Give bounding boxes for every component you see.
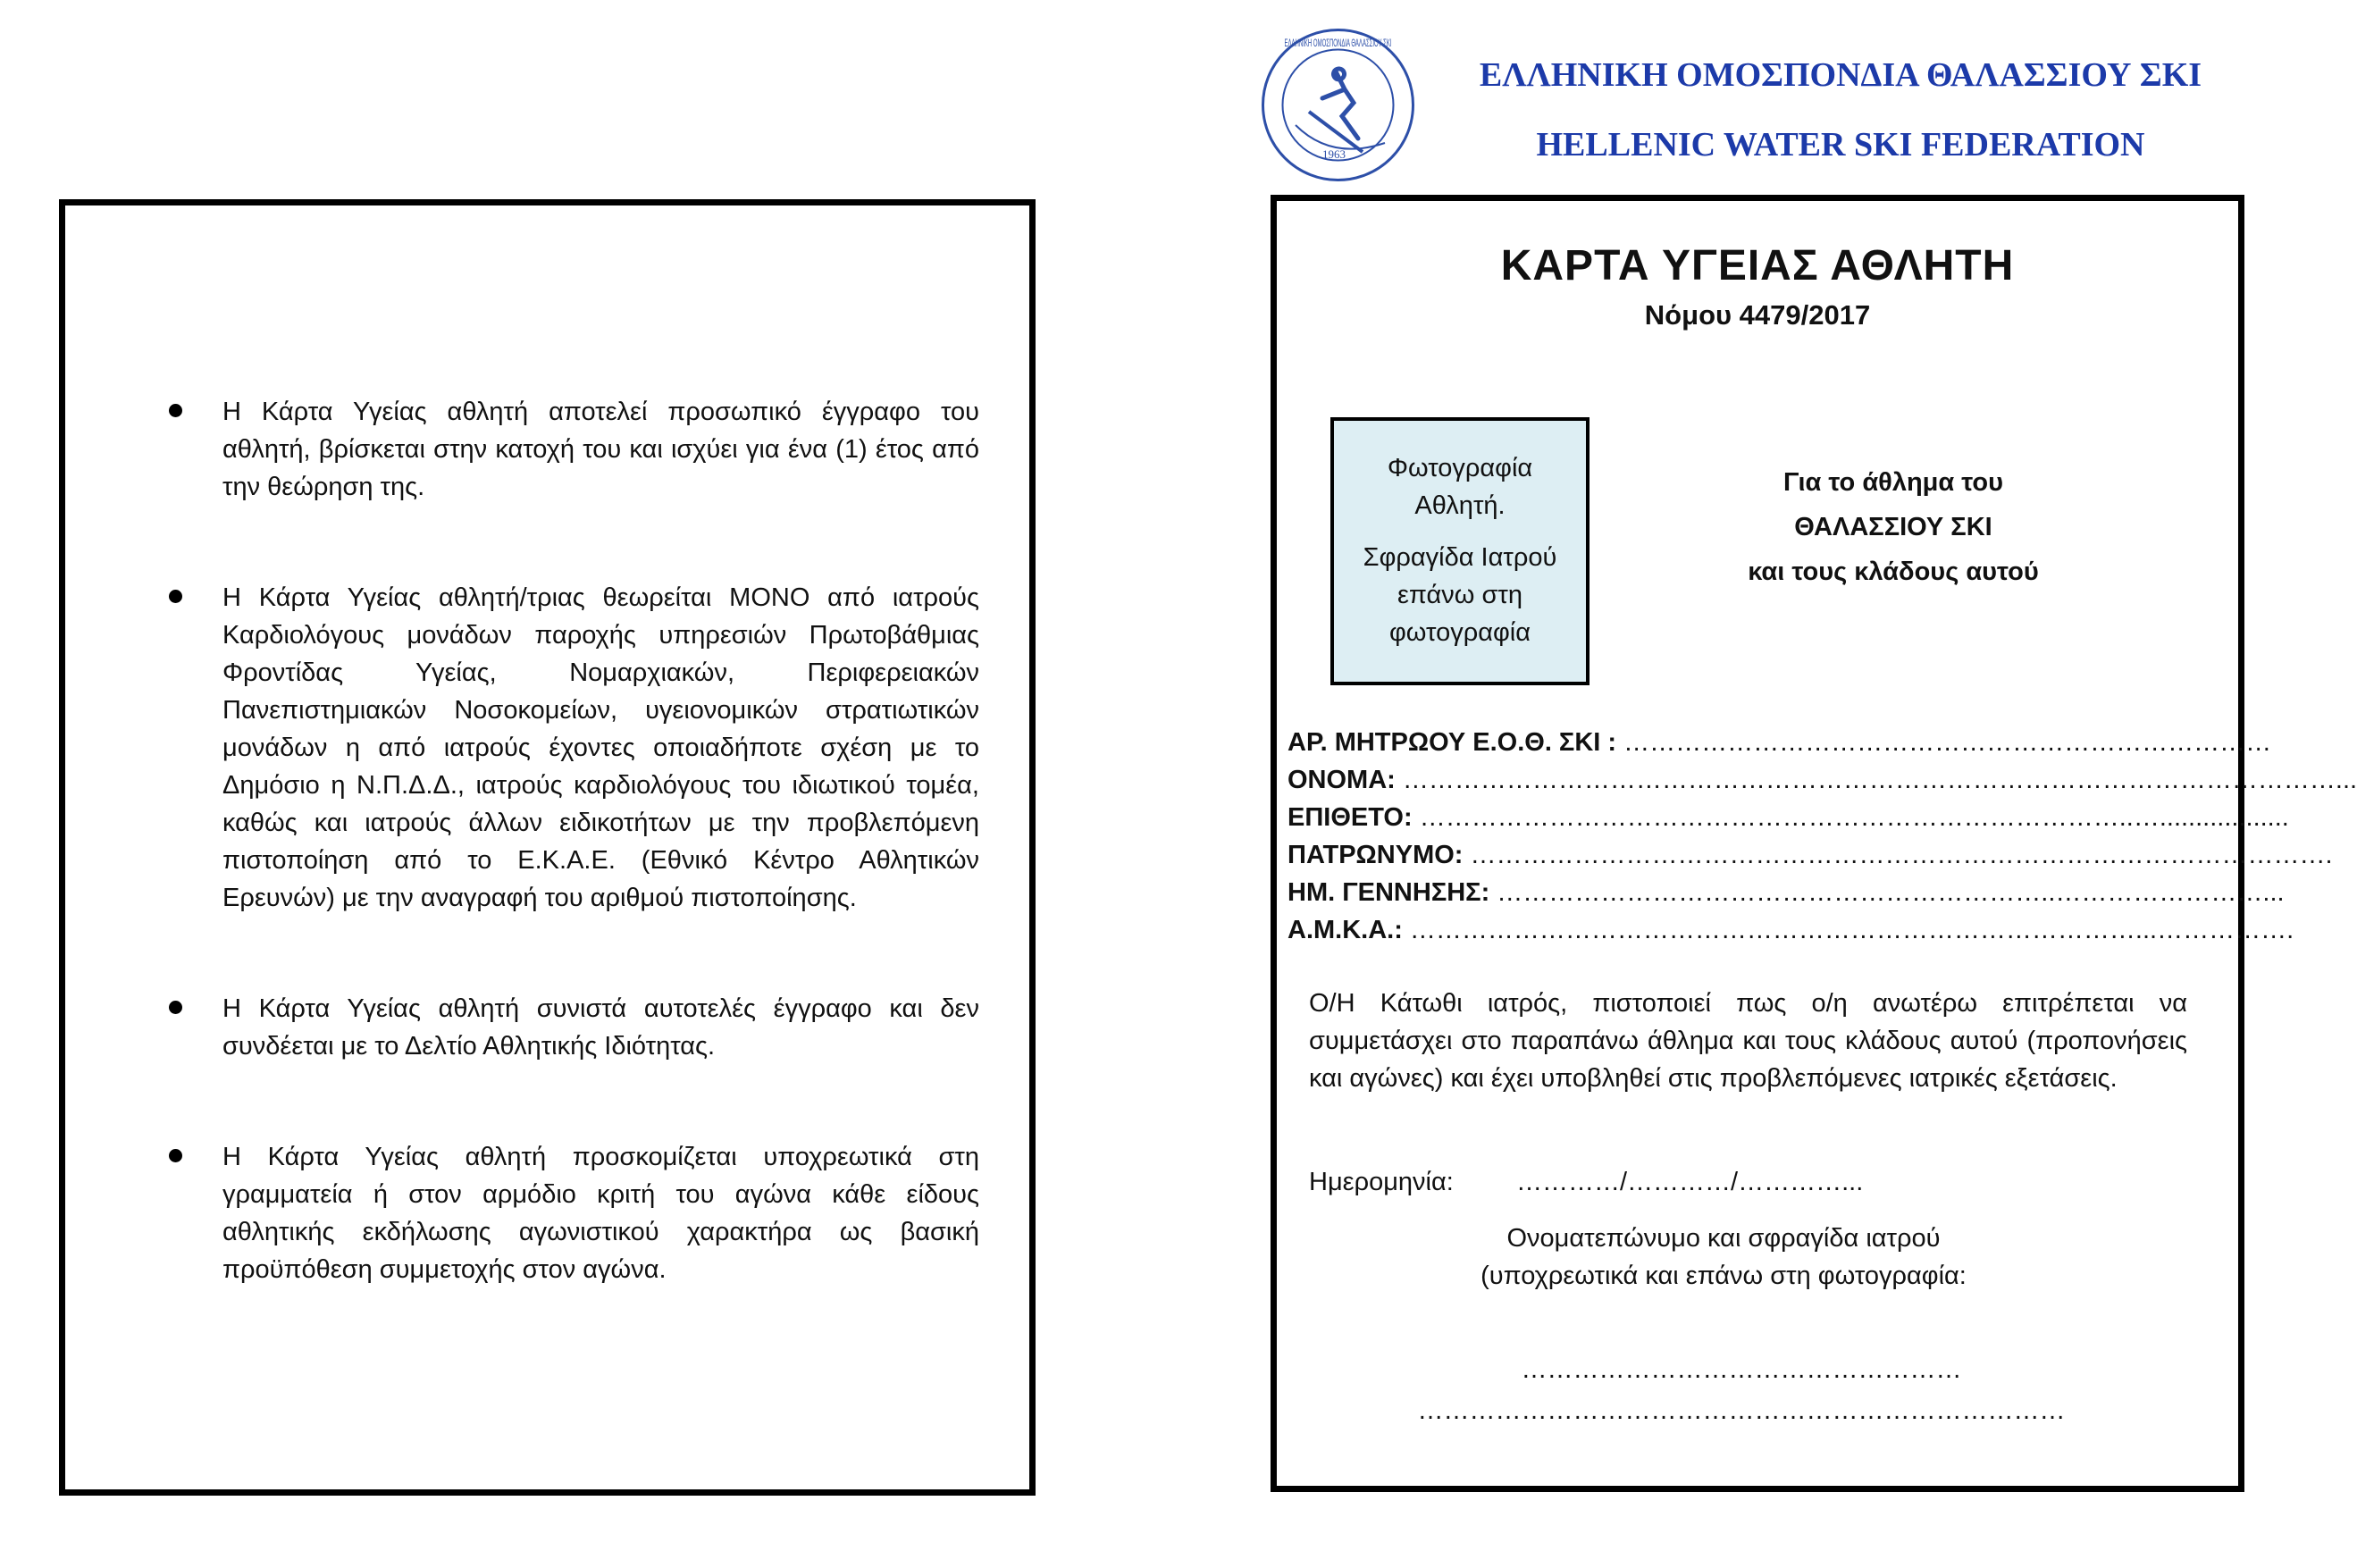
bullet-text: Η Κάρτα Υγείας αθλητή αποτελεί προσωπικό έγγραφο του αθλητή, βρίσκεται στην κατοχή του και ισχύει για ένα (1) έτος από την θεώρηση της. xyxy=(222,398,979,501)
field-dots: …………………………………………………………………………...……………. xyxy=(1402,916,2294,944)
bullet-text: Η Κάρτα Υγείας αθλητή προσκομίζεται υποχρεωτικά στη γραμματεία ή στον αρμόδιο κριτή του αγώνα κάθε είδους αθλητικής εκδήλωσης αγωνιστικού χαρακτήρα ως βασική προϋπόθεση συμμετοχής στον αγώνα. xyxy=(222,1143,979,1284)
field-amka[interactable] xyxy=(1288,911,2294,949)
photo-box xyxy=(1330,417,1590,685)
list-item xyxy=(162,1138,979,1288)
health-card xyxy=(1271,195,2357,1492)
bullet-text: Η Κάρτα Υγείας αθλητή/τριας θεωρείται ΜΟΝΟ από ιατρούς Καρδιολόγους μονάδων παροχής υπηρεσιών Πρωτοβάθμιας Φροντίδας Υγείας, Νομαρχιακών, Περιφερειακών Πανεπιστημιακών Νοσοκομείων, υγειονομικών στρατιωτικών μονάδων η από ιατρούς έχοντες οποιαδήποτε σχέση με το Δημόσιο η Ν.Π.Δ.Δ., ιατρούς καρδιολόγους του ιδιωτικού τομέα, καθώς και ιατρούς άλλων ειδικοτήτων με την προβλεπόμενη πιστοποίηση από το Ε.Κ.Α.Ε. (Εθνικό Κέντρο Αθλητικών Ερευνών) με την αναγραφή του αριθμού πιστοποίησης. xyxy=(222,583,979,912)
bullet-icon xyxy=(169,590,182,603)
bullet-icon xyxy=(169,1149,182,1162)
sport-line: και τους κλάδους αυτού xyxy=(1748,558,2039,586)
field-dots: ………………………………………………………..……………………... xyxy=(1489,878,2285,907)
stamp-label: επάνω στη xyxy=(1397,581,1522,609)
list-item xyxy=(162,579,979,917)
field-label: Α.Μ.Κ.Α.: xyxy=(1288,916,1403,944)
field-dots: ………………………………………………………………………………………………... xyxy=(1395,766,2357,794)
bullet-text: Η Κάρτα Υγείας αθλητή συνιστά αυτοτελές έγγραφο και δεν συνδέεται με το Δελτίο Αθλητικής Ιδιότητας. xyxy=(222,994,979,1061)
signature-line[interactable]: ………………………………………………………………… xyxy=(1417,1396,2066,1425)
logo-text: ΕΛΛΗΝΙΚΗ ΟΜΟΣΠΟΝΔΙΑ ΘΑΛΑΣΣΙΟΥ ΣΚΙ xyxy=(1284,37,1392,49)
field-first-name[interactable] xyxy=(1288,761,2357,799)
field-last-name[interactable] xyxy=(1288,799,2289,836)
stamp-label: Σφραγίδα Ιατρού xyxy=(1363,543,1557,572)
field-dots: ………………………………………………………………………..….................. xyxy=(1412,803,2289,832)
signature-label: Ονοματεπώνυμο και σφραγίδα ιατρού xyxy=(1506,1224,1941,1253)
federation-logo-icon xyxy=(1260,27,1416,183)
field-birth-date[interactable] xyxy=(1288,874,2285,911)
federation-header xyxy=(1260,27,2261,188)
sport-name: ΘΑΛΑΣΣΙΟΥ ΣΚΙ xyxy=(1794,513,1992,541)
date-dots: …………/…………/…………... xyxy=(1516,1168,1864,1196)
date-label: Ημερομηνία: xyxy=(1309,1168,1454,1196)
signature-instructions xyxy=(1277,1220,2170,1295)
signature-line[interactable]: …………………………………………… xyxy=(1521,1355,1962,1384)
card-title: ΚΑΡΤΑ ΥΓΕΙΑΣ ΑΘΛΗΤΗ xyxy=(1500,242,2015,289)
date-row[interactable] xyxy=(1309,1168,1863,1197)
bullet-icon xyxy=(169,1001,182,1014)
field-label: ΗΜ. ΓΕΝΝΗΣΗΣ: xyxy=(1288,878,1490,907)
info-panel xyxy=(59,199,1036,1496)
photo-label: Φωτογραφία xyxy=(1387,454,1533,482)
field-dots: ………………………………………………………………………………………. xyxy=(1463,841,2333,869)
signature-note: (υποχρεωτικά και επάνω στη φωτογραφία: xyxy=(1480,1262,1967,1290)
field-dots: ………………………………………………………………… xyxy=(1616,728,2272,757)
field-label: ΕΠΙΘΕΤΟ: xyxy=(1288,803,1413,832)
card-law: Νόμου 4479/2017 xyxy=(1644,299,1871,331)
logo-year: 1963 xyxy=(1322,147,1346,161)
list-item xyxy=(162,990,979,1065)
sport-line: Για το άθλημα του xyxy=(1782,468,2004,497)
certification-text: Ο/Η Κάτωθι ιατρός, πιστοποιεί πως ο/η ανωτέρω επιτρέπεται να συμμετάσχει στο παραπάνω άθλημα και τους κλάδους αυτού (προπονήσεις και αγώνες) και έχει υποβληθεί στις προβλεπόμενες ιατρικές εξετάσεις. xyxy=(1309,989,2187,1093)
photo-label: Αθλητή. xyxy=(1414,491,1506,520)
sport-info xyxy=(1706,460,2081,594)
federation-name-greek: ΕΛΛΗΝΙΚΗ ΟΜΟΣΠΟΝΔΙΑ ΘΑΛΑΣΣΙΟΥ ΣΚΙ xyxy=(1479,56,2202,94)
stamp-label: φωτογραφία xyxy=(1389,618,1531,647)
list-item xyxy=(162,393,979,506)
field-father-name[interactable] xyxy=(1288,836,2333,874)
athlete-fields xyxy=(1288,724,2357,949)
info-list xyxy=(162,393,979,1288)
bullet-icon xyxy=(169,404,182,417)
field-label: ΠΑΤΡΩΝΥΜΟ: xyxy=(1288,841,1464,869)
field-registry-number[interactable] xyxy=(1288,724,2272,761)
field-label: ΑΡ. ΜΗΤΡΩΟΥ Ε.Ο.Θ. ΣΚΙ : xyxy=(1288,728,1617,757)
federation-name-english: HELLENIC WATER SKI FEDERATION xyxy=(1536,126,2145,164)
field-label: ΟΝΟΜΑ: xyxy=(1288,766,1396,794)
